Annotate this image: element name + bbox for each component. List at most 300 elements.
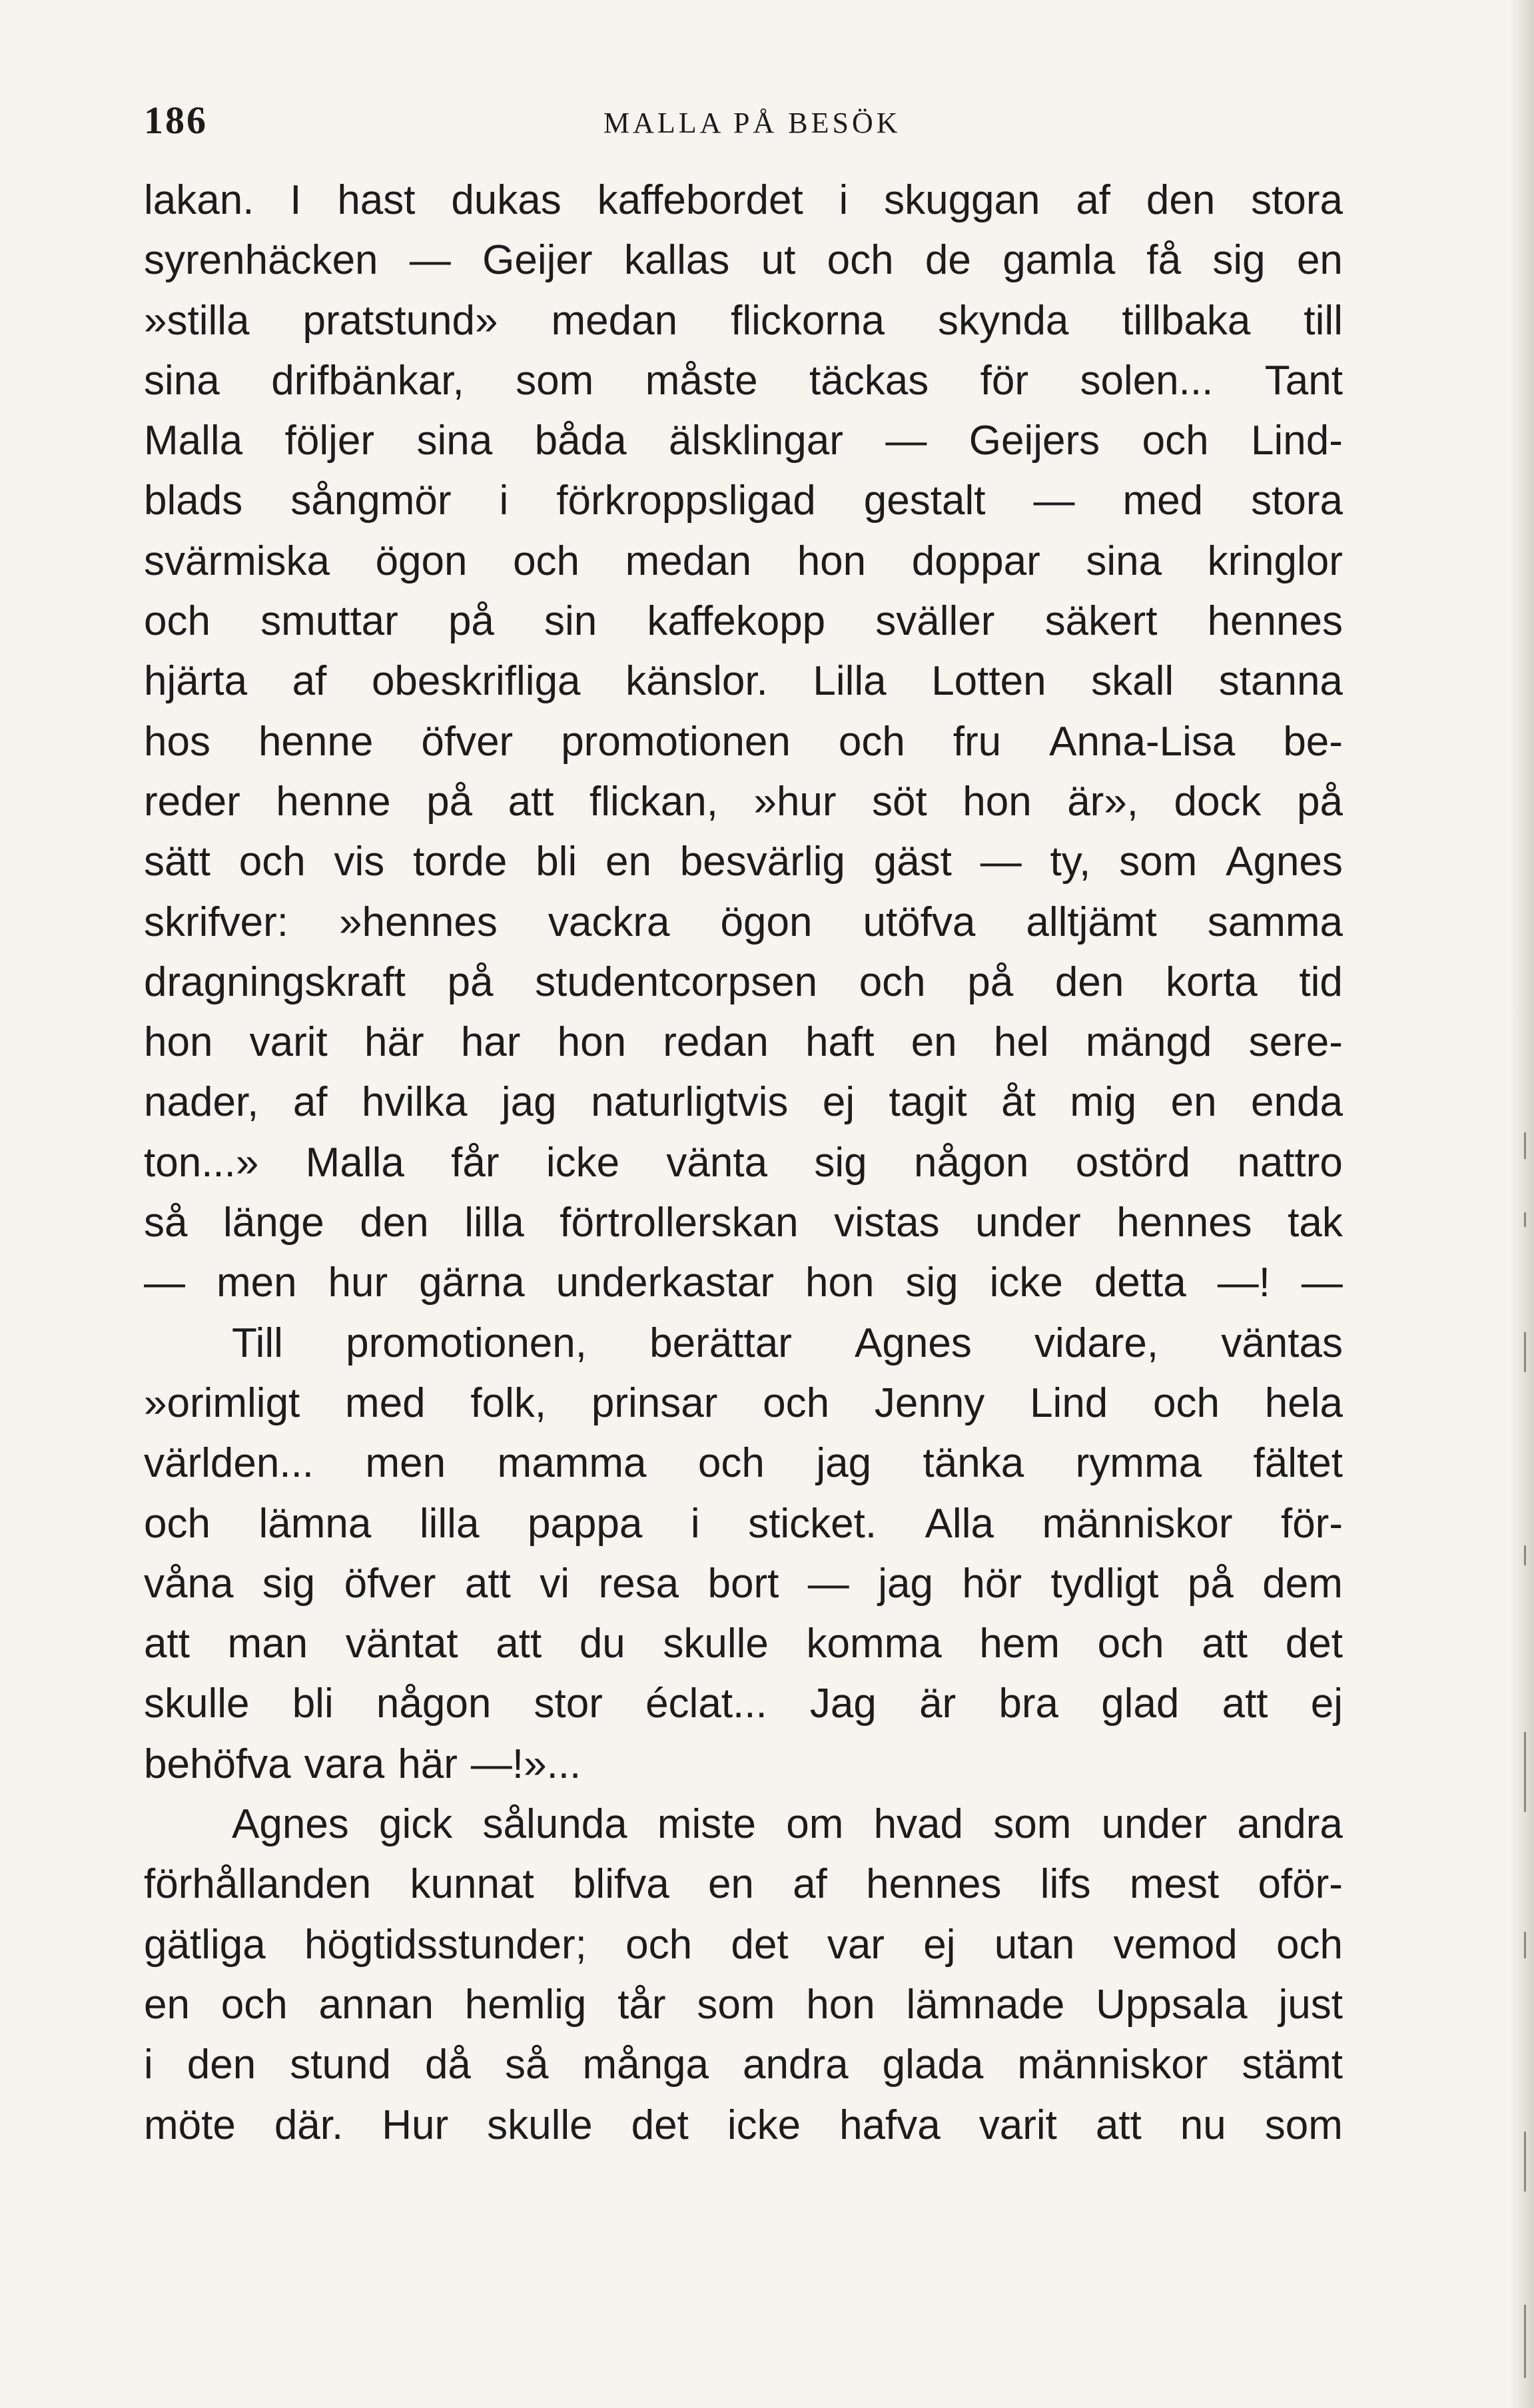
word: sålunda xyxy=(482,1801,627,1848)
word: — xyxy=(144,1260,185,1306)
word: på xyxy=(426,778,473,825)
word: vistas xyxy=(834,1200,940,1246)
word: skuggan xyxy=(884,177,1040,223)
word: hela xyxy=(1264,1380,1343,1426)
word: att xyxy=(508,778,554,825)
word: en xyxy=(605,839,651,885)
word: väntas xyxy=(1221,1320,1343,1366)
word: sere- xyxy=(1248,1019,1343,1066)
word: för xyxy=(980,357,1028,404)
word: — xyxy=(1301,1260,1343,1306)
word: — xyxy=(409,237,451,284)
word: att xyxy=(144,1621,190,1667)
word: Till xyxy=(232,1320,283,1366)
word: I xyxy=(290,177,302,223)
word: varit xyxy=(978,2102,1057,2148)
word: ej xyxy=(1310,1681,1343,1727)
word: Agnes xyxy=(232,1801,349,1848)
word: icke xyxy=(727,2102,801,2148)
word: hon xyxy=(557,1019,627,1066)
word: som xyxy=(1119,839,1198,885)
word: nu xyxy=(1180,2102,1226,2148)
word: en xyxy=(1296,237,1343,284)
word: hennes xyxy=(866,1861,1002,1908)
page-edge xyxy=(1511,0,1534,2408)
word: »hennes xyxy=(339,899,498,945)
word: Tant xyxy=(1264,357,1343,404)
word: sig xyxy=(1212,237,1266,284)
word: stora xyxy=(1251,177,1343,223)
word: folk, xyxy=(470,1380,547,1426)
word: förtrollerskan xyxy=(560,1200,799,1246)
word: henne xyxy=(276,778,391,825)
text-line xyxy=(144,1795,1343,1854)
word: Jenny xyxy=(874,1380,985,1426)
word: högtidsstunder; xyxy=(304,1921,587,1968)
word: tänka xyxy=(923,1440,1024,1487)
word: i xyxy=(839,177,849,223)
word: skall xyxy=(1091,658,1174,705)
word: sätt xyxy=(144,839,210,885)
word: Lind- xyxy=(1251,418,1343,464)
word: väntat xyxy=(345,1621,458,1667)
word: — xyxy=(1033,478,1075,524)
text-line xyxy=(144,651,1343,711)
word: lilla xyxy=(464,1200,524,1246)
word: dragningskraft xyxy=(144,959,406,1005)
word: icke xyxy=(546,1139,620,1186)
word: och xyxy=(838,718,905,765)
word: utan xyxy=(994,1921,1075,1968)
word: tillbaka xyxy=(1122,297,1251,344)
word: bort xyxy=(707,1560,779,1607)
word: med xyxy=(345,1380,426,1426)
word: torde xyxy=(413,839,508,885)
text-line xyxy=(144,171,1343,230)
text-line xyxy=(144,1012,1343,1072)
page-edge-marks xyxy=(1519,1132,1529,2398)
word: prinsar xyxy=(591,1380,718,1426)
word: ton...» xyxy=(144,1139,259,1186)
word: redan xyxy=(663,1019,769,1066)
word: och xyxy=(859,959,926,1005)
word: ögon xyxy=(375,538,468,584)
word: skrifver: xyxy=(144,899,288,945)
word: för- xyxy=(1280,1500,1343,1547)
word: stanna xyxy=(1218,658,1343,705)
word: vis xyxy=(334,839,385,885)
word: dukas xyxy=(451,177,562,223)
word: under xyxy=(975,1200,1081,1246)
word: lämna xyxy=(258,1500,372,1547)
text-line xyxy=(144,772,1343,832)
word: söt xyxy=(872,778,927,825)
word: tydligt xyxy=(1050,1560,1159,1607)
word: ut xyxy=(761,237,796,284)
word: de xyxy=(925,237,971,284)
word: lifs xyxy=(1040,1861,1091,1908)
word: hennes xyxy=(1116,1200,1252,1246)
word: »hur xyxy=(753,778,837,825)
word: andra xyxy=(743,2042,849,2088)
word: någon xyxy=(913,1139,1029,1186)
word: af xyxy=(292,1079,328,1126)
word: täckas xyxy=(809,357,929,404)
word: nader, xyxy=(144,1079,259,1126)
word: det xyxy=(1285,1621,1343,1667)
word: oför- xyxy=(1258,1861,1343,1908)
word: ty, xyxy=(1050,839,1091,885)
word: hur xyxy=(328,1260,388,1306)
word: fältet xyxy=(1253,1440,1343,1487)
text-line xyxy=(144,1554,1343,1614)
word: vackra xyxy=(548,899,670,945)
text-line xyxy=(144,1854,1343,1914)
text-line xyxy=(144,832,1343,892)
word: hon xyxy=(806,1981,875,2028)
word: kaffebordet xyxy=(597,177,803,223)
word: pratstund» xyxy=(302,297,498,344)
word: och xyxy=(697,1440,765,1487)
text-line xyxy=(144,411,1343,471)
word: hennes xyxy=(1207,598,1343,645)
word: du xyxy=(579,1621,625,1667)
word: af xyxy=(292,658,327,705)
word: medan xyxy=(551,297,678,344)
word: Uppsala xyxy=(1096,1981,1248,2028)
word: en xyxy=(707,1861,754,1908)
text-line xyxy=(144,1433,1343,1493)
text-line xyxy=(144,1494,1343,1554)
word: och xyxy=(1153,1380,1220,1426)
word: så xyxy=(504,2042,549,2088)
word: varit xyxy=(249,1019,328,1066)
running-head: MALLA PÅ BESÖK xyxy=(603,107,901,139)
word: får xyxy=(451,1139,500,1186)
word: en xyxy=(1170,1079,1217,1126)
word: som xyxy=(697,1981,775,2028)
word: mamma xyxy=(497,1440,647,1487)
word: lilla xyxy=(419,1500,480,1547)
word: Alla xyxy=(925,1500,994,1547)
text-line xyxy=(144,1072,1343,1132)
word: Geijers xyxy=(968,418,1100,464)
word: blads xyxy=(144,478,243,524)
word: och xyxy=(625,1921,693,1968)
word: promotionen, xyxy=(346,1320,587,1366)
word: bli xyxy=(292,1681,334,1727)
word: på xyxy=(1296,778,1343,825)
word: gärna xyxy=(419,1260,525,1306)
word: och xyxy=(1276,1921,1343,1968)
word: gick xyxy=(379,1801,453,1848)
word: ej xyxy=(822,1079,855,1126)
word: gamla xyxy=(1002,237,1116,284)
word: just xyxy=(1278,1981,1343,2028)
word: möte xyxy=(144,2102,236,2148)
word: den xyxy=(1054,959,1124,1005)
word: smuttar xyxy=(260,598,398,645)
word: skulle xyxy=(487,2102,593,2148)
word: hör xyxy=(962,1560,1022,1607)
word: kallas xyxy=(623,237,730,284)
word: en xyxy=(911,1019,957,1066)
word: om xyxy=(786,1801,844,1848)
word: doppar xyxy=(911,538,1040,584)
word: nattro xyxy=(1237,1139,1343,1186)
word: gäst xyxy=(873,839,952,885)
word: följer xyxy=(284,418,374,464)
word: och xyxy=(1097,1621,1164,1667)
word: hem xyxy=(979,1621,1060,1667)
word: sig xyxy=(905,1260,959,1306)
word: på xyxy=(1187,1560,1234,1607)
word: svärmiska xyxy=(144,538,330,584)
word: ostörd xyxy=(1075,1139,1191,1186)
word: här xyxy=(364,1019,424,1066)
word: Lotten xyxy=(931,658,1046,705)
word: öfver xyxy=(344,1560,436,1607)
word: underkastar xyxy=(556,1260,775,1306)
word: och xyxy=(144,598,210,645)
word: tagit xyxy=(889,1079,967,1126)
text-line xyxy=(144,1735,1343,1795)
word: »orimligt xyxy=(144,1380,300,1426)
page-number: 186 xyxy=(144,99,208,142)
text-line xyxy=(144,893,1343,953)
word: och xyxy=(220,1981,288,2028)
word: stor xyxy=(534,1681,603,1727)
word: — xyxy=(980,839,1022,885)
word: är», xyxy=(1067,778,1139,825)
text-line xyxy=(144,1133,1343,1193)
word: mest xyxy=(1129,1861,1220,1908)
word: till xyxy=(1304,297,1343,344)
word: be- xyxy=(1283,718,1343,765)
word: känslor. xyxy=(625,658,768,705)
word: hafva xyxy=(839,2102,941,2148)
word: jag xyxy=(878,1560,933,1607)
word: miste xyxy=(657,1801,757,1848)
text-line xyxy=(144,1975,1343,2035)
word: lämnade xyxy=(906,1981,1065,2028)
word: som xyxy=(993,1801,1072,1848)
word: hos xyxy=(144,718,210,765)
word: hon xyxy=(797,538,867,584)
word: sina xyxy=(416,418,493,464)
word: hast xyxy=(337,177,416,223)
word: världen... xyxy=(144,1440,314,1487)
word: gätliga xyxy=(144,1921,266,1968)
word: bra xyxy=(998,1681,1058,1727)
word: rymma xyxy=(1075,1440,1202,1487)
word: i xyxy=(690,1500,700,1547)
word: icke xyxy=(989,1260,1063,1306)
word: —!»... xyxy=(470,1741,581,1787)
word: obeskrifliga xyxy=(371,658,581,705)
word: så xyxy=(144,1200,188,1246)
text-line xyxy=(144,471,1343,531)
word: behöfva xyxy=(144,1741,291,1787)
word: att xyxy=(464,1560,511,1607)
body-text xyxy=(144,171,1343,2156)
word: andra xyxy=(1237,1801,1343,1848)
word: lakan. xyxy=(144,177,254,223)
word: —! xyxy=(1217,1260,1270,1306)
text-line xyxy=(144,351,1343,411)
word: vemod xyxy=(1113,1921,1238,1968)
word: reder xyxy=(144,778,240,825)
word: vara xyxy=(304,1741,385,1787)
text-line xyxy=(144,592,1343,651)
word: dem xyxy=(1262,1560,1343,1607)
word: sig xyxy=(814,1139,867,1186)
word: sin xyxy=(544,598,597,645)
word: i xyxy=(499,478,509,524)
word: den xyxy=(1146,177,1216,223)
word: kringlor xyxy=(1207,538,1343,584)
word: man xyxy=(227,1621,308,1667)
word: att xyxy=(1095,2102,1142,2148)
word: att xyxy=(1202,1621,1248,1667)
word: flickorna xyxy=(731,297,885,344)
word: korta xyxy=(1165,959,1258,1005)
word: Lind xyxy=(1030,1380,1108,1426)
word: Jag xyxy=(809,1681,877,1727)
word: på xyxy=(967,959,1014,1005)
word: Malla xyxy=(305,1139,404,1186)
word: hemlig xyxy=(464,1981,587,2028)
word: och xyxy=(238,839,306,885)
word: våna xyxy=(144,1560,234,1607)
word: ögon xyxy=(720,899,813,945)
word: glada xyxy=(882,2042,984,2088)
word: är xyxy=(919,1681,957,1727)
word: under xyxy=(1101,1801,1208,1848)
word: och xyxy=(763,1380,830,1426)
word: enda xyxy=(1251,1079,1343,1126)
text-line xyxy=(144,1915,1343,1975)
word: med xyxy=(1122,478,1204,524)
word: glad xyxy=(1101,1681,1180,1727)
word: den xyxy=(360,1200,429,1246)
text-line xyxy=(144,1193,1343,1253)
text-line xyxy=(144,712,1343,772)
word: flickan, xyxy=(589,778,718,825)
word: — xyxy=(807,1560,849,1607)
word: hjärta xyxy=(144,658,248,705)
word: måste xyxy=(645,357,758,404)
word: stund xyxy=(290,2042,391,2088)
word: syrenhäcken xyxy=(144,237,378,284)
word: Malla xyxy=(144,418,243,464)
word: sina xyxy=(1086,538,1162,584)
word: jag xyxy=(501,1079,557,1126)
word: det xyxy=(731,1921,789,1968)
word: i xyxy=(144,2042,153,2088)
word: här xyxy=(398,1741,458,1787)
word: var xyxy=(827,1921,885,1968)
word: hel xyxy=(993,1019,1049,1066)
word: kaffekopp xyxy=(647,598,826,645)
word: af xyxy=(793,1861,827,1908)
word: och xyxy=(827,237,894,284)
word: att xyxy=(496,1621,542,1667)
word: medan xyxy=(625,538,752,584)
text-line xyxy=(144,1314,1343,1374)
word: henne xyxy=(258,718,374,765)
word: tid xyxy=(1299,959,1343,1005)
text-line xyxy=(144,2035,1343,2095)
text-line xyxy=(144,2096,1343,2156)
word: då xyxy=(424,2042,471,2088)
word: många xyxy=(582,2042,709,2088)
word: sväller xyxy=(875,598,995,645)
word: har xyxy=(460,1019,521,1066)
word: éclat... xyxy=(645,1681,767,1727)
word: men xyxy=(216,1260,297,1306)
word: förkroppsligad xyxy=(556,478,816,524)
word: skynda xyxy=(937,297,1069,344)
word: solen... xyxy=(1080,357,1214,404)
text-line xyxy=(144,291,1343,351)
word: komma xyxy=(806,1621,942,1667)
word: »stilla xyxy=(144,297,250,344)
word: och xyxy=(513,538,580,584)
word: besvärlig xyxy=(679,839,845,885)
word: sina xyxy=(144,357,220,404)
word: förhållanden xyxy=(144,1861,372,1908)
word: skulle xyxy=(663,1621,769,1667)
word: Hur xyxy=(382,2102,449,2148)
text-line xyxy=(144,953,1343,1012)
word: hvad xyxy=(873,1801,964,1848)
word: att xyxy=(1222,1681,1268,1727)
word: stora xyxy=(1251,478,1343,524)
word: hon xyxy=(805,1260,875,1306)
text-line xyxy=(144,230,1343,290)
word: få xyxy=(1146,237,1182,284)
text-line xyxy=(144,1614,1343,1674)
word: människor xyxy=(1017,2042,1208,2088)
word: studentcorpsen xyxy=(535,959,818,1005)
word: hvilka xyxy=(361,1079,468,1126)
word: gestalt xyxy=(863,478,986,524)
word: detta xyxy=(1094,1260,1186,1306)
word: säkert xyxy=(1044,598,1158,645)
word: åt xyxy=(1001,1079,1036,1126)
word: som xyxy=(516,357,594,404)
word: båda xyxy=(534,418,627,464)
word: länge xyxy=(223,1200,324,1246)
word: mängd xyxy=(1085,1019,1212,1066)
word: Agnes xyxy=(855,1320,972,1366)
word: tår xyxy=(617,1981,666,2028)
word: pappa xyxy=(527,1500,643,1547)
text-line xyxy=(144,1674,1343,1734)
word: vänta xyxy=(666,1139,768,1186)
word: ej xyxy=(923,1921,956,1968)
word: haft xyxy=(805,1019,875,1066)
word: sig xyxy=(262,1560,316,1607)
text-line xyxy=(144,1374,1343,1433)
word: blifva xyxy=(572,1861,669,1908)
word: skulle xyxy=(144,1681,250,1727)
word: älsklingar xyxy=(669,418,843,464)
word: utöfva xyxy=(863,899,976,945)
word: det xyxy=(631,2102,689,2148)
word: stämt xyxy=(1242,2042,1343,2088)
